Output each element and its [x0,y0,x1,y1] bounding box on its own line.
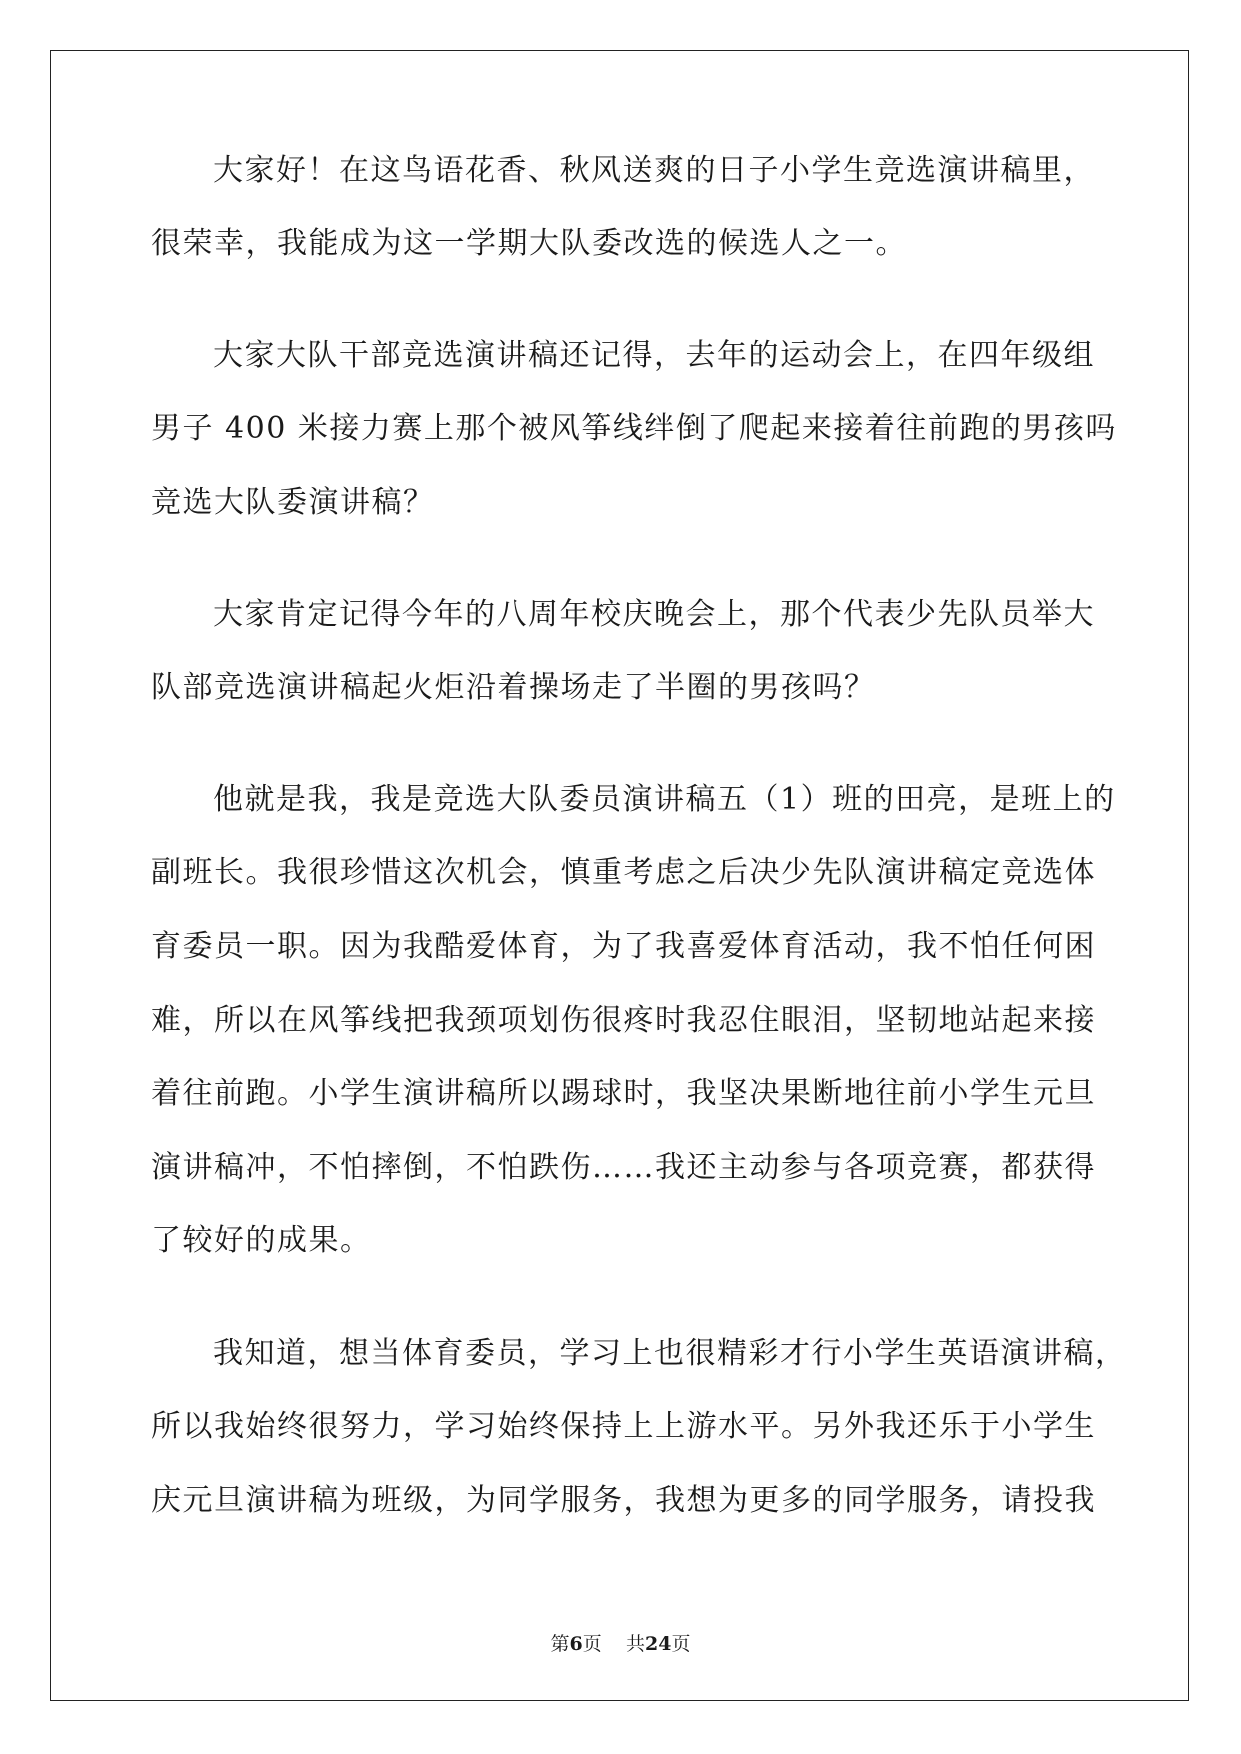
text-line: 我知道，想当体育委员，学习上也很精彩才行小学生英语演讲稿， [213,1336,1127,1371]
text-line: 队部竞选演讲稿起火炬沿着操场走了半圈的男孩吗？ [151,670,876,705]
text-line: 演讲稿冲，不怕摔倒，不怕跌伤……我还主动参与各项竞赛，都获得 [151,1150,1096,1185]
page-suffix: 页 [582,1633,602,1655]
total-pages: 24 [644,1633,672,1655]
text-line: 大家好！在这鸟语花香、秋风送爽的日子小学生竞选演讲稿里， [213,153,1095,188]
text-line: 大家肯定记得今年的八周年校庆晚会上，那个代表少先队员举大 [213,597,1095,632]
page-footer [0,1632,1241,1656]
text-line: 难，所以在风筝线把我颈项划伤很疼时我忍住眼泪，坚韧地站起来接 [151,1003,1096,1038]
text-line: 所以我始终很努力，学习始终保持上上游水平。另外我还乐于小学生 [151,1409,1096,1444]
text-line: 育委员一职。因为我酷爱体育，为了我喜爱体育活动，我不怕任何困 [151,929,1096,964]
page-prefix: 第 [550,1633,570,1655]
total-suffix: 页 [671,1633,691,1655]
text-line: 他就是我，我是竞选大队委员演讲稿五（1）班的田亮，是班上的 [213,782,1116,817]
text-line: 着往前跑。小学生演讲稿所以踢球时，我坚决果断地往前小学生元旦 [151,1076,1096,1111]
text-line: 很荣幸，我能成为这一学期大队委改选的候选人之一。 [151,226,907,261]
text-line: 竞选大队委演讲稿？ [151,485,435,520]
text-line: 大家大队干部竞选演讲稿还记得，去年的运动会上，在四年级组 [213,338,1095,373]
text-line: 了较好的成果。 [151,1223,372,1258]
total-prefix: 共 [625,1633,645,1655]
text-line: 庆元旦演讲稿为班级，为同学服务，我想为更多的同学服务，请投我 [151,1483,1096,1518]
text-line: 男子 400 米接力赛上那个被风筝线绊倒了爬起来接着往前跑的男孩吗 [151,411,1117,446]
text-line: 副班长。我很珍惜这次机会，慎重考虑之后决少先队演讲稿定竞选体 [151,855,1096,890]
page-number: 6 [569,1633,583,1655]
